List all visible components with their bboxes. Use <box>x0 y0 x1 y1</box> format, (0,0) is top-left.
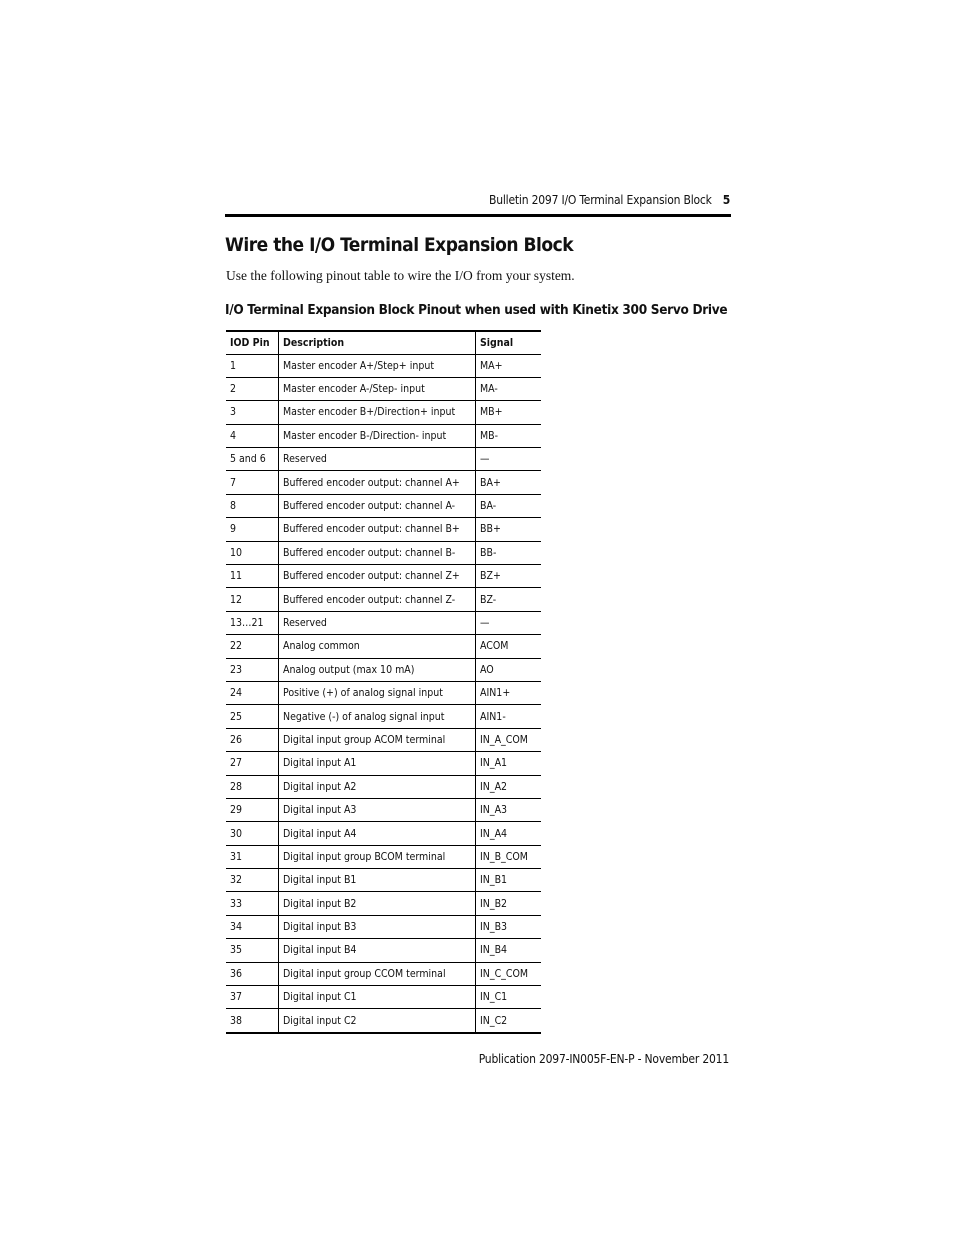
description-cell: Digital input A4 <box>279 822 476 845</box>
table-row <box>226 588 541 611</box>
signal-cell: BZ+ <box>476 565 542 588</box>
description-cell: Digital input C2 <box>279 1009 476 1033</box>
table-row <box>226 892 541 915</box>
pin-cell: 29 <box>226 798 279 821</box>
description-cell: Digital input group CCOM terminal <box>279 962 476 985</box>
running-title: Bulletin 2097 I/O Terminal Expansion Block <box>489 193 712 207</box>
table-row <box>226 424 541 447</box>
signal-cell: IN_A_COM <box>476 728 542 751</box>
pinout-table <box>226 330 541 1034</box>
section-title: Wire the I/O Terminal Expansion Block <box>225 234 574 256</box>
table-row <box>226 822 541 845</box>
pin-cell: 13…21 <box>226 611 279 634</box>
table-row <box>226 775 541 798</box>
signal-cell: IN_A2 <box>476 775 542 798</box>
pin-cell: 5 and 6 <box>226 448 279 471</box>
description-cell: Buffered encoder output: channel Z+ <box>279 565 476 588</box>
signal-cell: IN_B4 <box>476 939 542 962</box>
table-row <box>226 658 541 681</box>
column-header-signal: Signal <box>476 331 542 354</box>
signal-cell: IN_B3 <box>476 915 542 938</box>
table-row <box>226 471 541 494</box>
table-row <box>226 518 541 541</box>
signal-cell: AIN1+ <box>476 681 542 704</box>
signal-cell: BA- <box>476 494 542 517</box>
description-cell: Analog output (max 10 mA) <box>279 658 476 681</box>
signal-cell: — <box>476 448 542 471</box>
pin-cell: 24 <box>226 681 279 704</box>
table-row <box>226 354 541 377</box>
pin-cell: 25 <box>226 705 279 728</box>
pin-cell: 11 <box>226 565 279 588</box>
description-cell: Digital input B2 <box>279 892 476 915</box>
pin-cell: 32 <box>226 869 279 892</box>
signal-cell: MA+ <box>476 354 542 377</box>
table-row <box>226 565 541 588</box>
description-cell: Buffered encoder output: channel Z- <box>279 588 476 611</box>
signal-cell: IN_A1 <box>476 752 542 775</box>
pin-cell: 28 <box>226 775 279 798</box>
description-cell: Buffered encoder output: channel A- <box>279 494 476 517</box>
table-row <box>226 705 541 728</box>
signal-cell: IN_C1 <box>476 986 542 1009</box>
signal-cell: BB- <box>476 541 542 564</box>
pin-cell: 8 <box>226 494 279 517</box>
column-header-description: Description <box>279 331 476 354</box>
description-cell: Digital input A1 <box>279 752 476 775</box>
description-cell: Digital input A2 <box>279 775 476 798</box>
signal-cell: IN_A4 <box>476 822 542 845</box>
table-row <box>226 494 541 517</box>
description-cell: Master encoder B+/Direction+ input <box>279 401 476 424</box>
table-row <box>226 448 541 471</box>
description-cell: Digital input B3 <box>279 915 476 938</box>
pin-cell: 22 <box>226 635 279 658</box>
description-cell: Buffered encoder output: channel A+ <box>279 471 476 494</box>
table-row <box>226 1009 541 1033</box>
table-row <box>226 962 541 985</box>
header-rule <box>225 214 731 217</box>
pin-cell: 30 <box>226 822 279 845</box>
pin-cell: 37 <box>226 986 279 1009</box>
table-header-row <box>226 331 541 354</box>
table-row <box>226 635 541 658</box>
pin-cell: 35 <box>226 939 279 962</box>
signal-cell: ACOM <box>476 635 542 658</box>
table-row <box>226 541 541 564</box>
pin-cell: 3 <box>226 401 279 424</box>
running-header <box>489 193 730 207</box>
signal-cell: MB+ <box>476 401 542 424</box>
pin-cell: 1 <box>226 354 279 377</box>
description-cell: Master encoder A-/Step- input <box>279 377 476 400</box>
signal-cell: IN_C_COM <box>476 962 542 985</box>
description-cell: Analog common <box>279 635 476 658</box>
table-row <box>226 401 541 424</box>
pin-cell: 2 <box>226 377 279 400</box>
description-cell: Digital input C1 <box>279 986 476 1009</box>
column-header-pin: IOD Pin <box>226 331 279 354</box>
pin-cell: 34 <box>226 915 279 938</box>
signal-cell: IN_A3 <box>476 798 542 821</box>
pin-cell: 31 <box>226 845 279 868</box>
description-cell: Digital input group ACOM terminal <box>279 728 476 751</box>
table-row <box>226 845 541 868</box>
signal-cell: IN_B2 <box>476 892 542 915</box>
description-cell: Digital input group BCOM terminal <box>279 845 476 868</box>
pin-cell: 4 <box>226 424 279 447</box>
pin-cell: 27 <box>226 752 279 775</box>
signal-cell: IN_B_COM <box>476 845 542 868</box>
description-cell: Reserved <box>279 611 476 634</box>
publication-footer: Publication 2097-IN005F-EN-P - November 2011 <box>478 1052 729 1066</box>
description-cell: Digital input B4 <box>279 939 476 962</box>
description-cell: Digital input A3 <box>279 798 476 821</box>
description-cell: Negative (-) of analog signal input <box>279 705 476 728</box>
table-body <box>226 354 541 1033</box>
table-row <box>226 681 541 704</box>
pin-cell: 12 <box>226 588 279 611</box>
description-cell: Buffered encoder output: channel B- <box>279 541 476 564</box>
pin-cell: 9 <box>226 518 279 541</box>
table-row <box>226 611 541 634</box>
signal-cell: BA+ <box>476 471 542 494</box>
signal-cell: MA- <box>476 377 542 400</box>
intro-paragraph: Use the following pinout table to wire the I/O from your system. <box>226 268 575 283</box>
table-row <box>226 986 541 1009</box>
pin-cell: 33 <box>226 892 279 915</box>
page-number: 5 <box>722 193 730 207</box>
description-cell: Reserved <box>279 448 476 471</box>
table-row <box>226 869 541 892</box>
table-row <box>226 939 541 962</box>
signal-cell: BZ- <box>476 588 542 611</box>
table-row <box>226 915 541 938</box>
table-row <box>226 752 541 775</box>
signal-cell: IN_C2 <box>476 1009 542 1033</box>
signal-cell: AO <box>476 658 542 681</box>
signal-cell: MB- <box>476 424 542 447</box>
pin-cell: 23 <box>226 658 279 681</box>
pin-cell: 10 <box>226 541 279 564</box>
table-row <box>226 728 541 751</box>
signal-cell: IN_B1 <box>476 869 542 892</box>
description-cell: Master encoder B-/Direction- input <box>279 424 476 447</box>
description-cell: Digital input B1 <box>279 869 476 892</box>
pin-cell: 38 <box>226 1009 279 1033</box>
table-title: I/O Terminal Expansion Block Pinout when used with Kinetix 300 Servo Drive <box>225 302 728 318</box>
pin-cell: 36 <box>226 962 279 985</box>
pin-cell: 7 <box>226 471 279 494</box>
table-row <box>226 798 541 821</box>
description-cell: Positive (+) of analog signal input <box>279 681 476 704</box>
table-row <box>226 377 541 400</box>
signal-cell: AIN1- <box>476 705 542 728</box>
description-cell: Buffered encoder output: channel B+ <box>279 518 476 541</box>
pin-cell: 26 <box>226 728 279 751</box>
description-cell: Master encoder A+/Step+ input <box>279 354 476 377</box>
signal-cell: — <box>476 611 542 634</box>
signal-cell: BB+ <box>476 518 542 541</box>
